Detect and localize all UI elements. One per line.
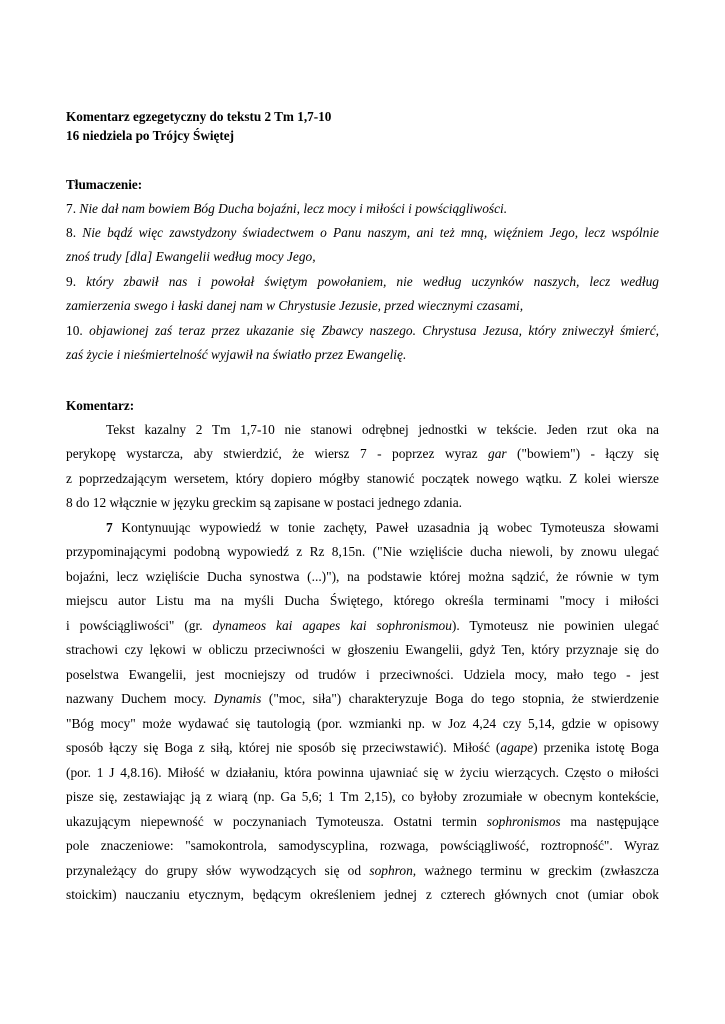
commentary-heading: Komentarz: [66, 398, 135, 413]
commentary-p2-line: 7 Kontynuując wypowiedź w tonie zachęty, Paweł uzasadnia ją wobec Tymoteusza słowami [106, 520, 659, 535]
commentary-p1-line: z poprzedzającym wersetem, który dopiero mógłby stanowić początek nowego wątku. Z kolei wiersze [66, 471, 659, 486]
translation-verse-10-cont: zaś życie i nieśmiertelność wyjawił na światło przez Ewangelię. [66, 347, 407, 362]
commentary-p1-line: 8 do 12 włącznie w języku greckim są zapisane w postaci jednego zdania. [66, 495, 462, 510]
translation-verse-8: 8. Nie bądź więc zawstydzony świadectwem o Panu naszym, ani też mną, więźniem Jego, lecz wspólnie [66, 225, 659, 240]
translation-verse-7: 7. Nie dał nam bowiem Bóg Ducha bojaźni, lecz mocy i miłości i powściągliwości. [66, 201, 508, 216]
translation-verse-9-cont: zamierzenia swego i łaski danej nam w Chrystusie Jezusie, przed wiecznymi czasami, [66, 298, 524, 313]
commentary-p2-line: stoickim) nauczaniu etycznym, będącym określeniem jednej z czterech głównych cnot (umiar obok [66, 887, 659, 902]
translation-verse-8-cont: znoś trudy [dla] Ewangelii według mocy Jego, [66, 249, 316, 264]
commentary-p1-line: perykopę wystarcza, aby stwierdzić, że wiersz 7 - poprzez wyraz gar ("bowiem") - łączy się [66, 446, 659, 461]
commentary-p2-line: strachowi czy lękowi w obliczu przeciwności w głoszeniu Ewangelii, gdyż Ten, który przyznaje się do [66, 642, 659, 657]
translation-verse-9: 9. który zbawił nas i powołał świętym powołaniem, nie według uczynków naszych, lecz według [66, 274, 659, 289]
verse-number: 7 [106, 520, 113, 535]
commentary-p2-line: przynależący do grupy słów wywodzących się od sophron, ważnego terminu w greckim (zwłaszcza [66, 863, 659, 878]
title-line-2: 16 niedziela po Trójcy Świętej [66, 128, 234, 143]
commentary-p2-line: pisze się, zestawiając ją z wiarą (np. Ga 5,6; 1 Tm 2,15), co byłoby zrozumiałe w obecnym kontekście, [66, 789, 659, 804]
commentary-p2-line: nazwany Duchem mocy. Dynamis ("moc, siła") charakteryzuje Boga do tego stopnia, że stwierdzenie [66, 691, 659, 706]
commentary-p2-line: "Bóg mocy" może wydawać się tautologią (por. wzmianki np. w Joz 4,24 czy 5,14, gdzie w opisowy [66, 716, 659, 731]
translation-heading: Tłumaczenie: [66, 177, 143, 192]
commentary-p2-line: sposób łączy się Boga z siłą, której nie sposób się przeciwstawić). Miłość (agape) przenika istotę Boga [66, 740, 660, 755]
title-line-1: Komentarz egzegetyczny do tekstu 2 Tm 1,7-10 [66, 109, 332, 124]
translation-verse-10: 10. objawionej zaś teraz przez ukazanie się Zbawcy naszego. Chrystusa Jezusa, który zniweczył śmierć, [66, 323, 659, 338]
commentary-p2-line: ukazującym niepewność w poczynaniach Tymoteusza. Ostatni termin sophronismos ma następujące [66, 814, 659, 829]
commentary-p2-line: bojaźni, lecz wzięliście Ducha synostwa (...)"), na podstawie której można sądzić, że równie w tym [66, 569, 659, 584]
commentary-p1-line: Tekst kazalny 2 Tm 1,7-10 nie stanowi odrębnej jednostki w tekście. Jeden rzut oka na [106, 422, 659, 437]
document-title [66, 107, 331, 145]
commentary-p2-line: (por. 1 J 4,8.16). Miłość w działaniu, która powinna ujawniać się w życiu wierzących. Często o miłości [66, 765, 659, 780]
commentary-p2-line: i powściągliwości" (gr. dynameos kai agapes kai sophronismou). Tymoteusz nie powinien ulegać [66, 618, 659, 633]
commentary-p2-line: pole znaczeniowe: "samokontrola, samodyscyplina, rozwaga, powściągliwość, roztropność". Wyraz [66, 838, 659, 853]
commentary-p2-line: przypominającymi podobną wypowiedź z Rz 8,15n. ("Nie wzięliście ducha niewoli, by znowu ulegać [66, 544, 659, 559]
commentary-p2-line: miejscu autor Listu ma na myśli Ducha Świętego, którego określa terminami "mocy i miłości [66, 593, 659, 608]
commentary-p2-line: poselstwa Ewangelii, jest mocniejszy od trudów i przeciwności. Udziela mocy, mało tego - jest [66, 667, 659, 682]
